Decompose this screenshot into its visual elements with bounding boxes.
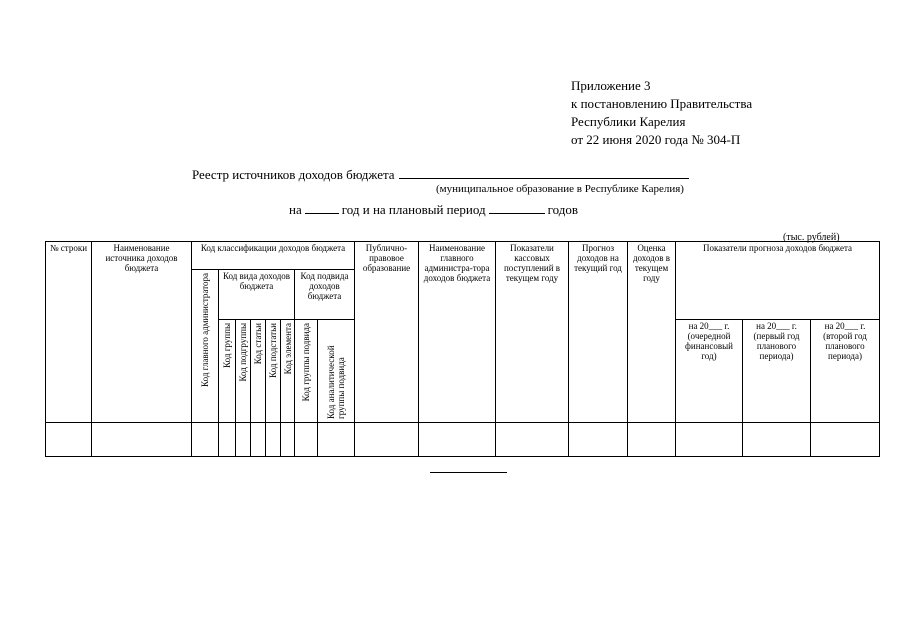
period-text-1: на — [289, 202, 302, 217]
header-row-number: № строки — [46, 242, 92, 423]
table-cell[interactable] — [419, 423, 496, 457]
period-line — [289, 201, 578, 218]
table-cell[interactable] — [236, 423, 251, 457]
header-cash-receipts: Показатели кассовых поступлений в текущем году — [496, 242, 569, 423]
table-cell[interactable] — [46, 423, 92, 457]
header-admin-name: Наименование главного администра-тора доходов бюджета — [419, 242, 496, 423]
appendix-line: от 22 июня 2020 года № 304-П — [571, 132, 741, 147]
header-group-code: Код группы — [219, 320, 236, 423]
title-text: Реестр источников доходов бюджета — [192, 167, 395, 182]
table-cell[interactable] — [92, 423, 192, 457]
municipality-note: (муниципальное образование в Республике Карелия) — [436, 183, 684, 195]
header-year-2: на 20___ г. (первый год планового периода) — [743, 320, 811, 423]
header-forecast-current: Прогноз доходов на текущий год — [569, 242, 628, 423]
header-subarticle-code: Код подстатьи — [266, 320, 281, 423]
header-forecast-indicators: Показатели прогноза доходов бюджета — [676, 242, 880, 320]
header-subgroup-code: Код подгруппы — [236, 320, 251, 423]
header-article-code: Код статьи — [251, 320, 266, 423]
table-cell[interactable] — [811, 423, 880, 457]
table-cell[interactable] — [281, 423, 295, 457]
header-public-legal: Публично-правовое образование — [355, 242, 419, 423]
table-cell[interactable] — [355, 423, 419, 457]
appendix-line: к постановлению Правительства — [571, 96, 753, 111]
table-cell[interactable] — [743, 423, 811, 457]
table-cell[interactable] — [318, 423, 355, 457]
table-cell[interactable] — [266, 423, 281, 457]
appendix-line: Приложение 3 — [571, 78, 651, 93]
table-cell[interactable] — [192, 423, 219, 457]
header-element-code: Код элемента — [281, 320, 295, 423]
header-admin-code: Код главного администратора — [192, 270, 219, 423]
table-cell[interactable] — [676, 423, 743, 457]
appendix-block — [571, 77, 752, 149]
registry-table — [45, 241, 880, 457]
table-cell[interactable] — [251, 423, 266, 457]
header-year-1: на 20___ г. (очередной финансовый год) — [676, 320, 743, 423]
period-text-3: годов — [547, 202, 578, 217]
appendix-line: Республики Карелия — [571, 114, 686, 129]
table-row — [46, 423, 880, 457]
end-divider — [430, 472, 507, 473]
header-subkind-analytic-code: Код аналитической группы подвида — [318, 320, 355, 423]
header-year-3: на 20___ г. (второй год планового периода) — [811, 320, 880, 423]
table-cell[interactable] — [628, 423, 676, 457]
table-cell[interactable] — [496, 423, 569, 457]
table-cell[interactable] — [569, 423, 628, 457]
year-blank[interactable] — [305, 201, 339, 214]
table-cell[interactable] — [295, 423, 318, 457]
header-source-name: Наименование источника доходов бюджета — [92, 242, 192, 423]
planning-period-blank[interactable] — [489, 201, 545, 214]
header-estimate-current: Оценка доходов в текущем году — [628, 242, 676, 423]
header-subkind: Код подвида доходов бюджета — [295, 270, 355, 320]
header-income-kind: Код вида доходов бюджета — [219, 270, 295, 320]
units-label: (тыс. рублей) — [783, 232, 840, 243]
table-cell[interactable] — [219, 423, 236, 457]
period-text-2: год и на плановый период — [341, 202, 486, 217]
municipality-blank[interactable] — [399, 164, 689, 179]
header-subkind-group-code: Код группы подвида — [295, 320, 318, 423]
document-title — [192, 164, 689, 183]
header-classification: Код классификации доходов бюджета — [192, 242, 355, 270]
